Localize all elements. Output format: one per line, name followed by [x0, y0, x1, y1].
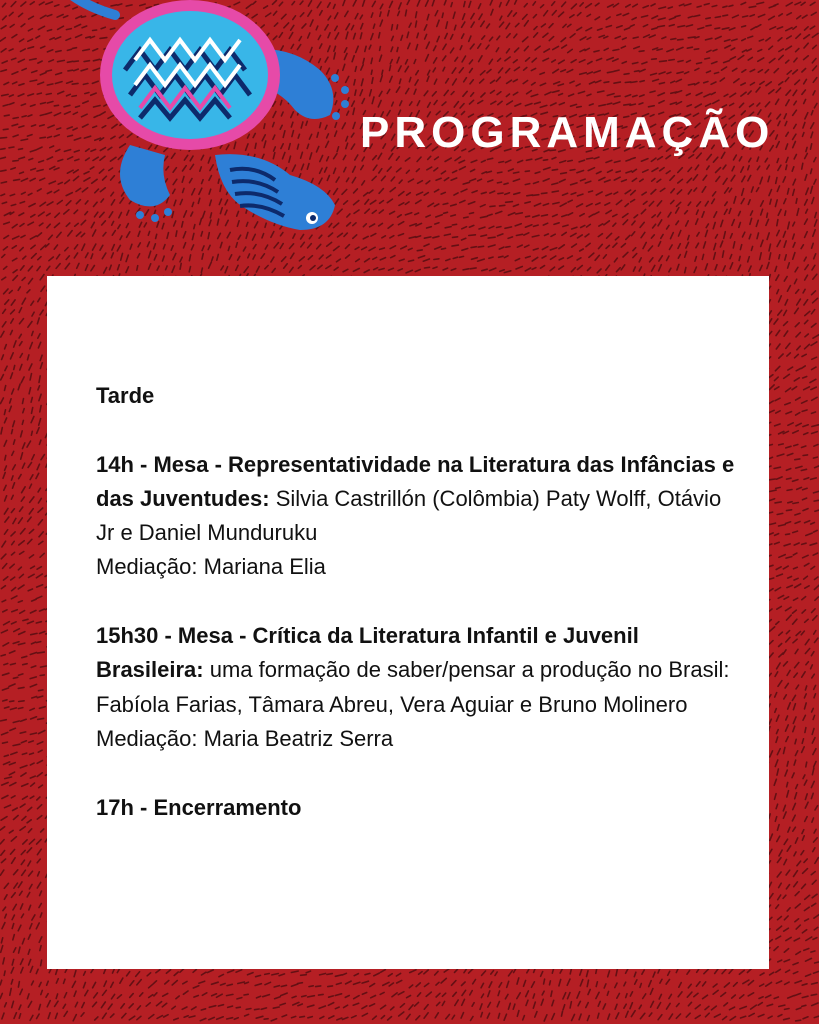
- event-1-title: 14h - Mesa - Representatividade na Literatura das Infâncias e das Juventudes:: [96, 451, 735, 511]
- event-1: [96, 448, 736, 585]
- closing-event: [96, 791, 736, 825]
- event-1-mediation: Mediação: Mariana Elia: [96, 554, 326, 580]
- closing-label: 17h - Encerramento: [96, 794, 302, 820]
- schedule-content: [96, 379, 736, 825]
- page-title: PROGRAMAÇÃO: [360, 108, 775, 157]
- event-1-details: Silvia Castrillón (Colômbia) Paty Wolff, Otávio Jr e Daniel Munduruku: [96, 485, 722, 546]
- event-2-mediation: Mediação: Maria Beatriz Serra: [96, 725, 394, 751]
- event-2-title: 15h30 - Mesa - Crítica da Literatura Infantil e Juvenil Brasileira:: [96, 623, 639, 683]
- event-2: [96, 619, 736, 756]
- schedule-card: [47, 276, 769, 969]
- event-2-details: uma formação de saber/pensar a produção no Brasil: Fabíola Farias, Tâmara Abreu, Vera Aguiar e Bruno Molinero: [96, 657, 730, 717]
- period-heading: Tarde: [96, 383, 155, 408]
- turtle-illustration: [40, 0, 380, 280]
